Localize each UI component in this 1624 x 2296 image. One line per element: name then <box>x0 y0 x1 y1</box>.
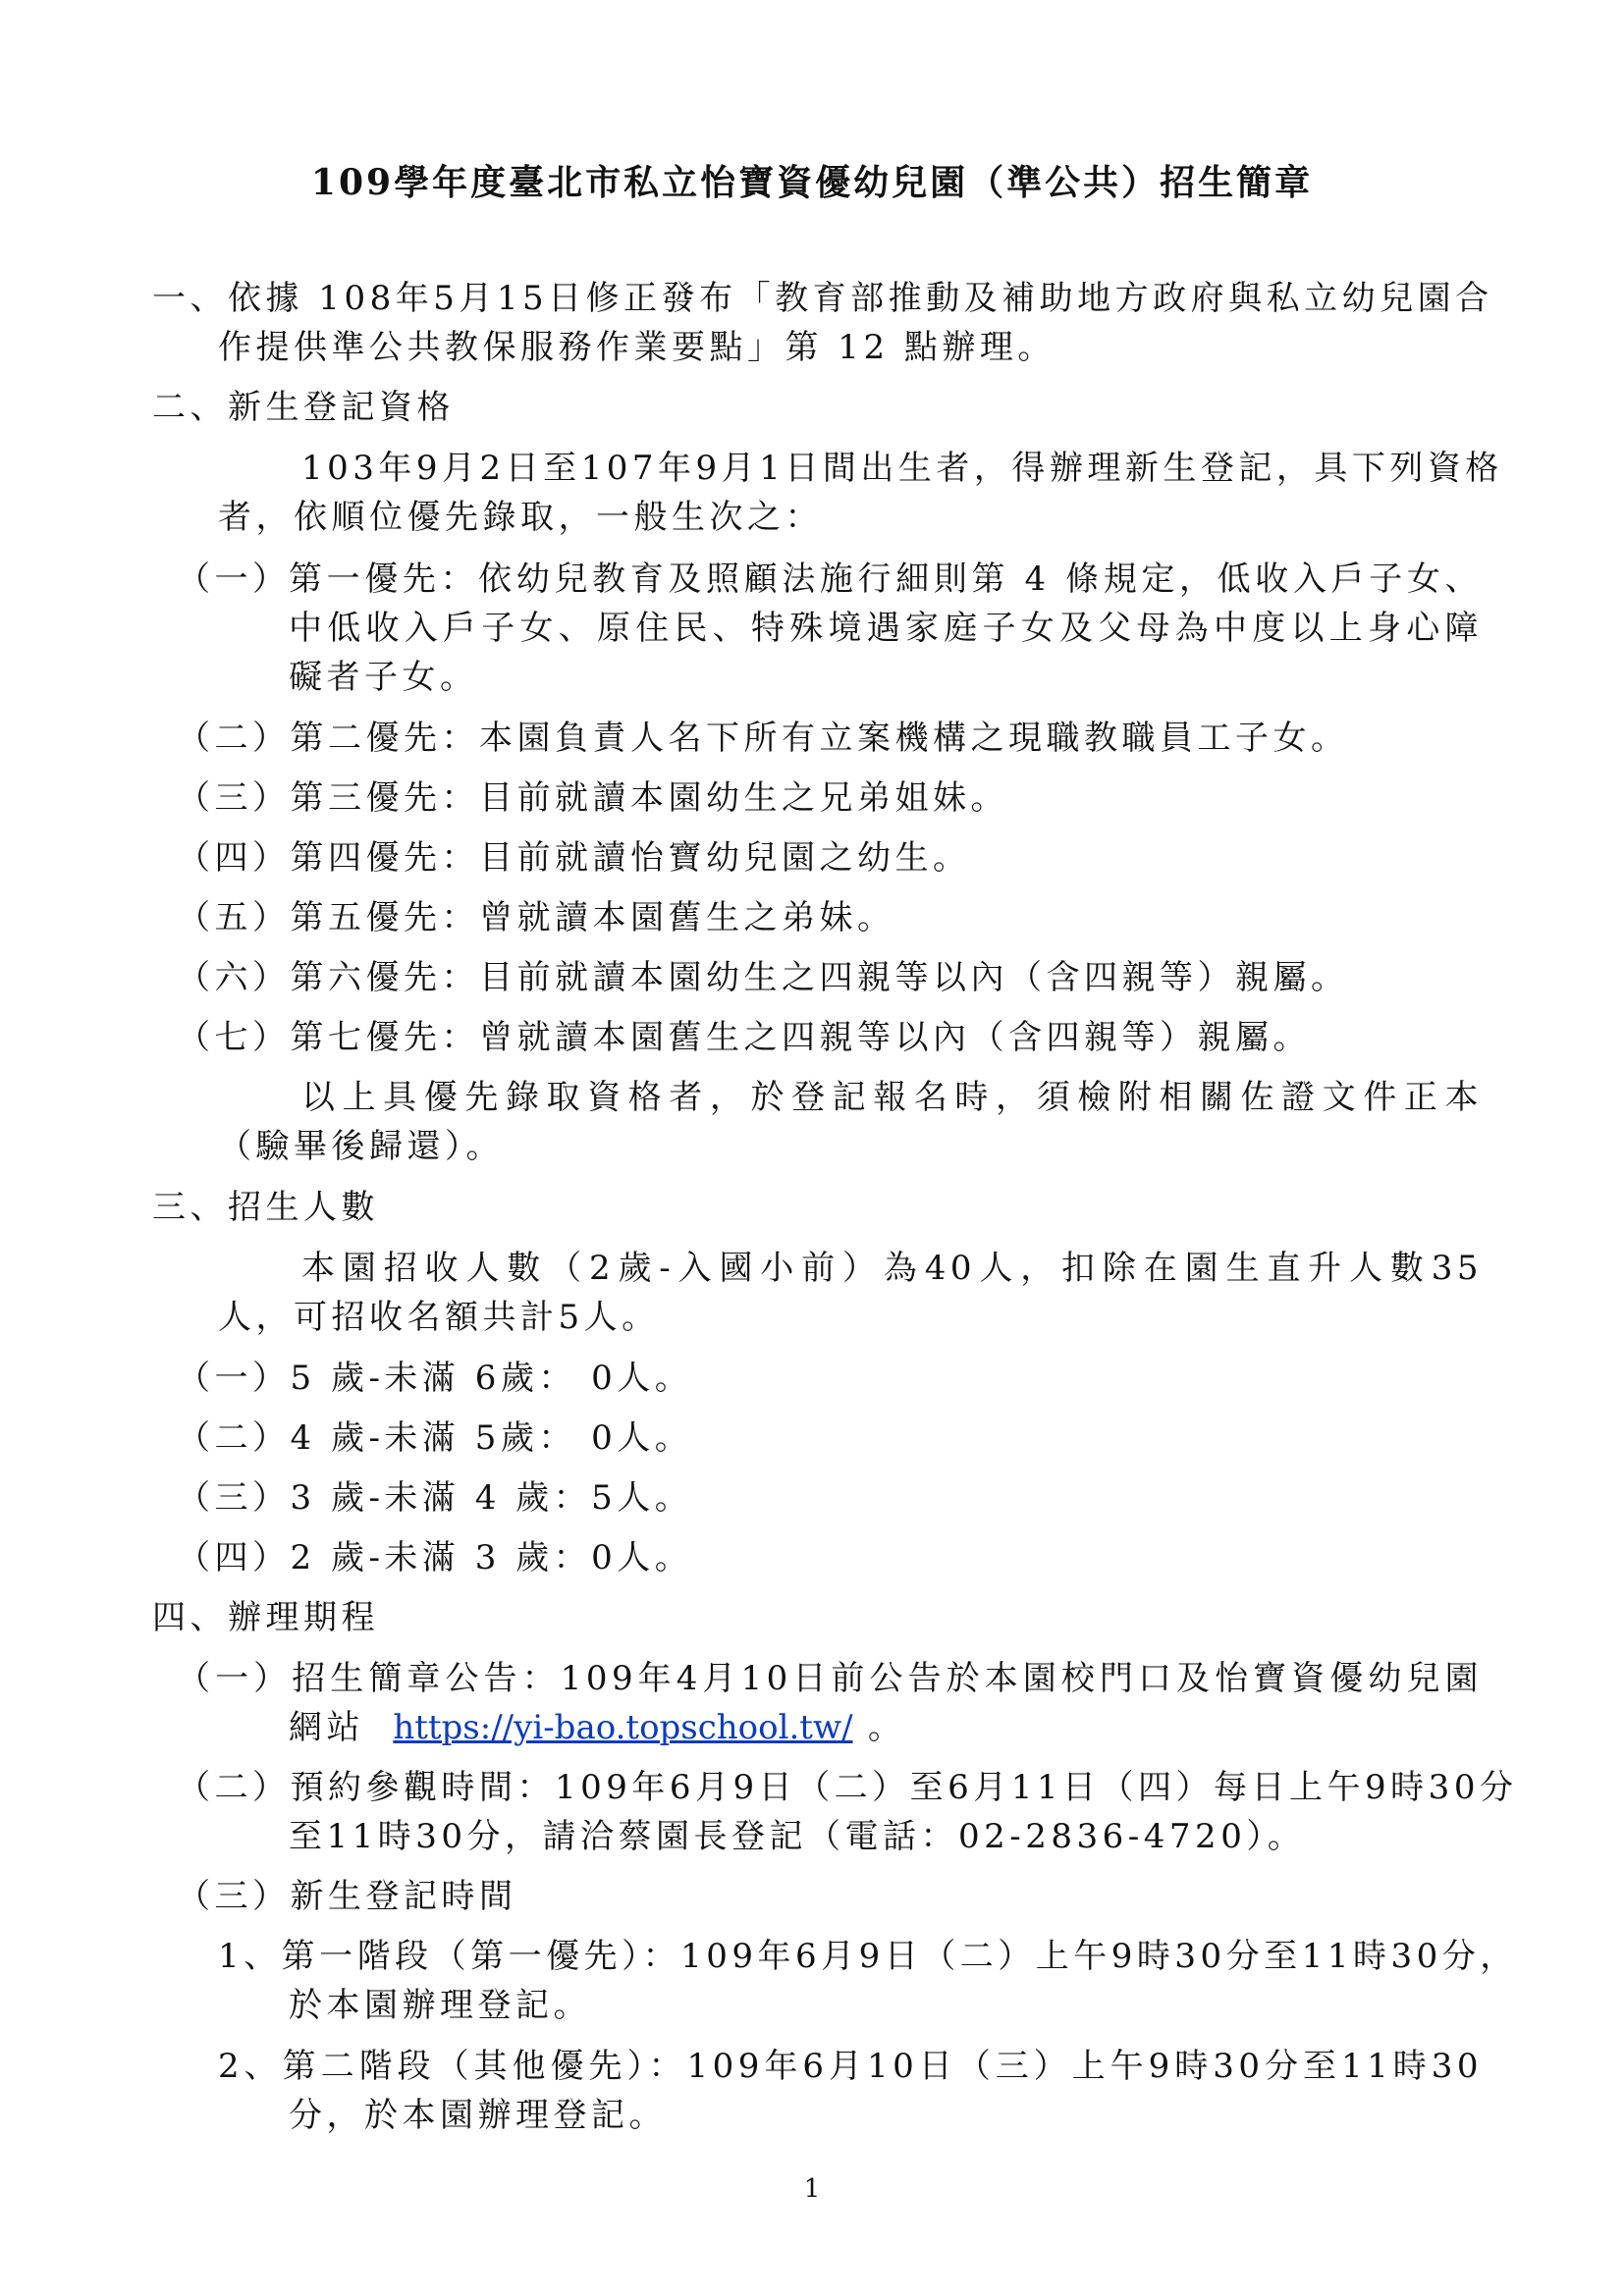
priority-1-line2: 中低收入戶子女、原住民、特殊境遇家庭子女及父母為中度以上身心障 <box>289 609 1483 648</box>
registration-phase-2-line2: 分，於本園辦理登記。 <box>289 2096 667 2135</box>
section1-line2: 作提供準公共教保服務作業要點」第 12 點辦理。 <box>218 328 1056 367</box>
section2-note-line2: （驗畢後歸還）。 <box>218 1127 504 1166</box>
document-title: 109學年度臺北市私立怡寶資優幼兒園（準公共）招生簡章 <box>310 162 1314 203</box>
priority-4: （四）第四優先：目前就讀怡寶幼兒園之幼生。 <box>177 838 971 878</box>
schedule-2-line1: （二）預約參觀時間：109年6月9日（二）至6月11日（四）每日上午9時30分 <box>177 1768 1518 1807</box>
page-number: 1 <box>803 2174 821 2204</box>
age-group-3: （三）3 歲-未滿 4 歲：5人。 <box>177 1478 693 1518</box>
priority-3: （三）第三優先：目前就讀本園幼生之兄弟姐妹。 <box>177 778 1008 818</box>
section2-heading: 二、新生登記資格 <box>152 388 455 427</box>
section3-heading: 三、招生人數 <box>152 1188 379 1227</box>
schedule-1-line2 <box>289 1708 905 1747</box>
priority-1-label: （一） <box>177 560 291 599</box>
section3-intro-line2: 人，可招收名額共計5人。 <box>218 1298 660 1337</box>
registration-phase-1-line1: 1、第一階段（第一優先）：109年6月9日（二）上午9時30分至11時30分， <box>218 1937 1518 1976</box>
registration-phase-1-line2: 於本園辦理登記。 <box>289 1986 591 2025</box>
schedule-1-period: 。 <box>867 1708 906 1747</box>
registration-phase-2-line1: 2、第二階段（其他優先）：109年6月10日（三）上午9時30分至11時30 <box>218 2047 1483 2086</box>
section2-intro-line1: 103年9月2日至107年9月1日間出生者，得辦理新生登記，具下列資格 <box>301 449 1503 488</box>
schedule-1-website-label: 網站 <box>289 1708 364 1747</box>
section3-intro-line1: 本園招收人數（2歲-入國小前）為40人，扣除在園生直升人數35 <box>301 1249 1483 1288</box>
priority-5: （五）第五優先：曾就讀本園舊生之弟妹。 <box>177 898 895 937</box>
school-website-link[interactable]: https://yi-bao.topschool.tw/ <box>393 1708 853 1747</box>
priority-6: （六）第六優先：目前就讀本園幼生之四親等以內（含四親等）親屬。 <box>177 958 1349 997</box>
priority-7: （七）第七優先：曾就讀本園舊生之四親等以內（含四親等）親屬。 <box>177 1018 1311 1057</box>
schedule-1-line1: （一）招生簡章公告：109年4月10日前公告於本園校門口及怡寶資優幼兒園 <box>177 1659 1483 1698</box>
priority-1-line1: 第一優先：依幼兒教育及照顧法施行細則第 4 條規定，低收入戶子女、 <box>289 560 1483 599</box>
age-group-1: （一）5 歲-未滿 6歲： 0人。 <box>177 1359 693 1398</box>
age-group-4: （四）2 歲-未滿 3 歲：0人。 <box>177 1538 693 1577</box>
section2-note-line1: 以上具優先錄取資格者，於登記報名時，須檢附相關佐證文件正本 <box>301 1078 1483 1117</box>
section4-heading: 四、辦理期程 <box>152 1598 379 1637</box>
priority-1-line3: 礙者子女。 <box>289 658 478 697</box>
age-group-2: （二）4 歲-未滿 5歲： 0人。 <box>177 1418 693 1458</box>
section1-line1: 一、依據 108年5月15日修正發布「教育部推動及補助地方政府與私立幼兒園合 <box>152 279 1493 318</box>
section2-intro-line2: 者，依順位優先錄取，一般生次之： <box>218 498 823 537</box>
priority-2: （二）第二優先：本園負責人名下所有立案機構之現職教職員工子女。 <box>177 719 1349 758</box>
schedule-2-line2: 至11時30分，請洽蔡園長登記（電話：02-2836-4720）。 <box>289 1817 1306 1856</box>
schedule-3-heading: （三）新生登記時間 <box>177 1877 517 1916</box>
